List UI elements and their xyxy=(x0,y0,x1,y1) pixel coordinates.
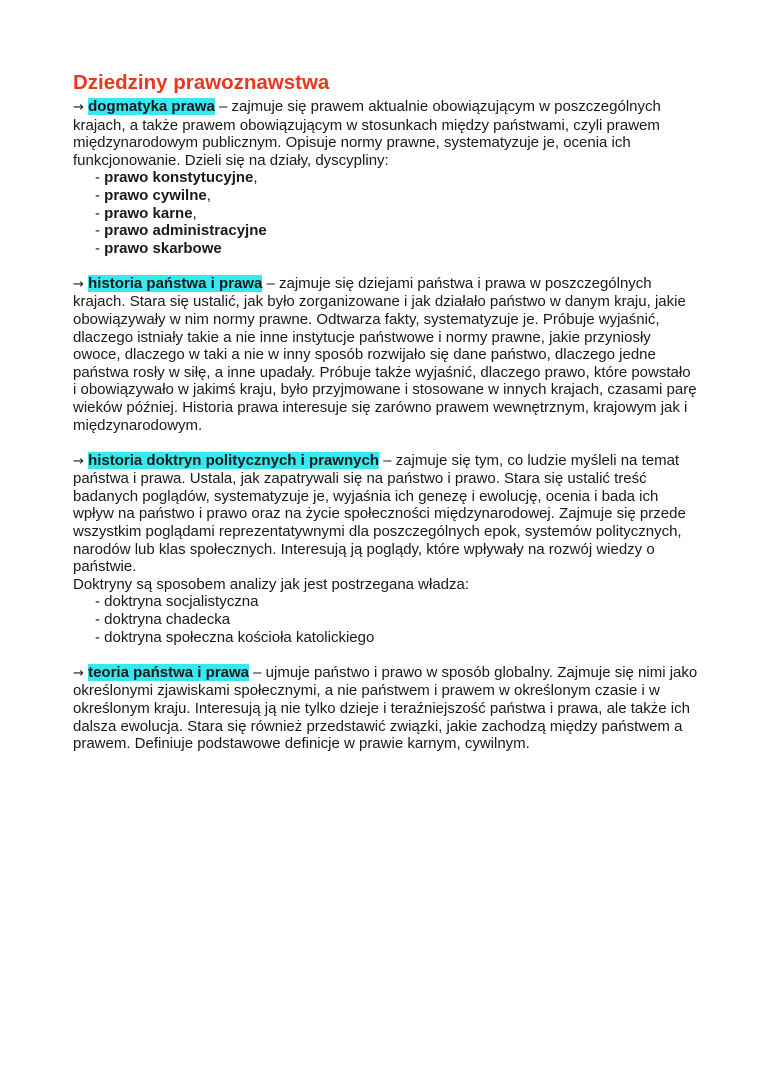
arrow-right-icon: → xyxy=(73,453,84,469)
list-item: - prawo cywilne, xyxy=(95,186,211,204)
list-item: - prawo skarbowe xyxy=(95,239,222,257)
section-teoria-panstwa-i-prawa xyxy=(73,664,698,753)
section-text: – ujmuje państwo i prawo w sposób globalny. Zajmuje się nimi jako określonymi zjawiskami społecznymi, a nie państwem i prawem w określonym czasie i w określonym kraju. Interesują ją nie tylko dzieje i teraźniejszość państwa i prawa, ale także ich dalsza ewolucja. Stara się również przedstawić związki, jakie zachodzą między państwem a prawem. Definiuje podstawowe definicje w prawie karnym, cywilnym. xyxy=(73,663,698,753)
section-text: – zajmuje się tym, co ludzie myśleli na temat państwa i prawa. Ustala, jak zapatrywali się na państwo i prawo. Stara się ustalić treść badanych poglądów, systematyzuje je, wyjaśnia ich genezę i ewolucję, ocenia i bada ich wpływ na państwo i prawo oraz na życie społeczności międzynarodowej. Zajmuje się przede wszystkim poglądami reprezentatywnymi dla poszczególnych epok, systemów politycznych, narodów lub klas społecznych. Interesują ją poglądy, które wpływały na rozwój wiedzy o państwie. xyxy=(73,451,686,576)
highlighted-term: historia państwa i prawa xyxy=(88,274,263,292)
section-historia-doktryn xyxy=(73,452,698,647)
arrow-right-icon: → xyxy=(73,665,84,681)
document-body xyxy=(73,70,698,753)
highlighted-term: historia doktryn politycznych i prawnych xyxy=(88,451,379,469)
section-paragraph xyxy=(73,275,698,434)
arrow-right-icon: → xyxy=(73,100,84,115)
arrow-right-icon: → xyxy=(73,276,84,292)
section-paragraph xyxy=(73,664,698,753)
section-extra-text: Doktryny są sposobem analizy jak jest postrzegana władza: xyxy=(73,575,470,593)
disciplines-list xyxy=(73,169,698,257)
section-text: – zajmuje się dziejami państwa i prawa w poszczególnych krajach. Stara się ustalić, jak było zorganizowane i jak działało państwo w danym kraju, jakie obowiązywały w nim normy prawne. Odtwarza fakty, systematyzuje je. Próbuje wyjaśnić, dlaczego istniały takie a nie inne instytucje państwowe i normy prawne, jakie przyniosły owoce, dlaczego w taki a nie w inny sposób rozwijało się dane państwo, dlaczego jedne państwa rosły w siłę, a inne upadały. Próbuje także wyjaśnić, dlaczego prawo, które powstało i obowiązywało w jakimś kraju, było przyjmowane i stosowane w innych krajach, czasami parę wieków później. Historia prawa interesuje się zarówno prawem wewnętrznym, krajowym jak i międzynarodowym. xyxy=(73,274,697,434)
list-item: - prawo karne, xyxy=(95,204,197,222)
section-dogmatyka-prawa xyxy=(73,98,698,257)
section-paragraph xyxy=(73,452,698,576)
list-item: - doktryna chadecka xyxy=(95,611,231,629)
highlighted-term: dogmatyka prawa xyxy=(88,98,215,115)
list-item: - doktryna socjalistyczna xyxy=(95,593,259,611)
list-item: - prawo konstytucyjne, xyxy=(95,169,258,187)
list-item: - doktryna społeczna kościoła katolickiego xyxy=(95,628,375,646)
section-paragraph xyxy=(73,98,698,169)
doctrines-list xyxy=(73,593,698,646)
list-item: - prawo administracyjne xyxy=(95,222,267,240)
section-historia-panstwa-i-prawa xyxy=(73,275,698,434)
page-title: Dziedziny prawoznawstwa xyxy=(73,71,330,94)
section-text: – zajmuje się prawem aktualnie obowiązującym w poszczególnych krajach, a także prawem obowiązującym w stosunkach między państwami, czyli prawem międzynarodowym publicznym. Opisuje normy prawne, systematyzuje je, ocenia ich funkcjonowanie. Dzieli się na działy, dyscypliny: xyxy=(73,98,661,169)
highlighted-term: teoria państwa i prawa xyxy=(88,663,249,681)
